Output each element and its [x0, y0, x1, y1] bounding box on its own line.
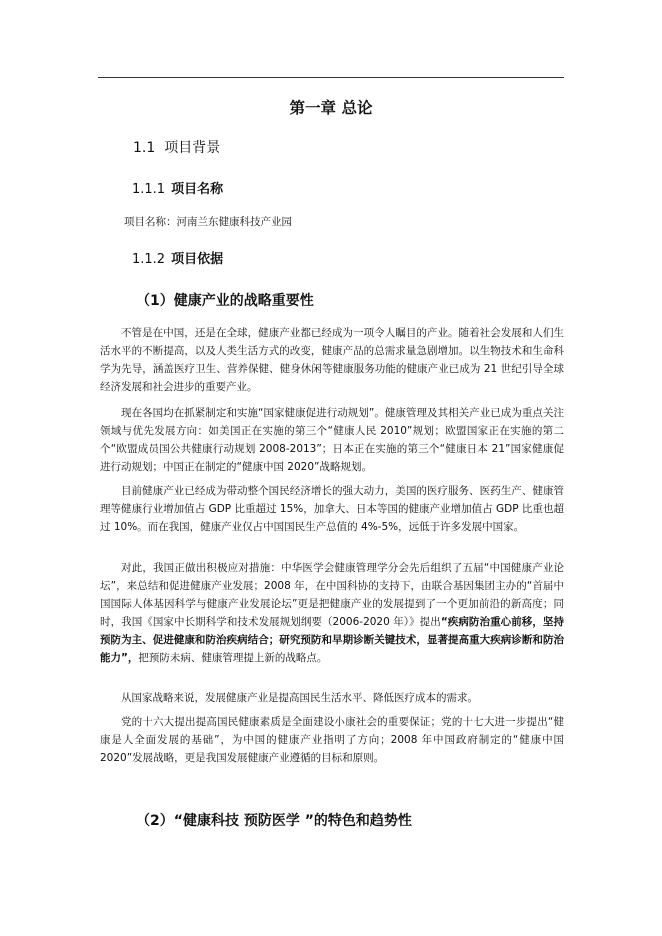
paragraph-1: 不管是在中国，还是在全球，健康产业都已经成为一项令人瞩目的产业。随着社会发展和人们生活水平的不断提高，以及人类生活方式的改变，健康产品的总需求量急剧增加。以生物技术和生命科学为先导，涵盖医疗卫生、营养保健、健身休闲等健康服务功能的健康产业已成为 21 世纪引导全球经济发展和社会进步的重要产业。: [100, 327, 564, 394]
project-name-line: 项目名称：河南兰东健康科技产业园: [124, 216, 292, 228]
subsection-title: 项目名称: [171, 182, 224, 197]
paragraph-6: 党的十六大提出提高国民健康素质是全面建设小康社会的重要保证；党的十七大进一步提出“健康是人全面发展的基础”，为中国的健康产业指明了方向；2008 年中国政府制定的“健康中国 2020”发展战略，更是我国发展健康产业遵循的目标和原则。: [100, 716, 564, 765]
paragraph-4-text: 对此，我国正做出积极应对措施：中华医学会健康管理学分会先后组织了五届“中国健康产业论坛”，来总结和促进健康产业发展；2008 年，在中国科协的支持下，由联合基因集团主办的“首届中国国际人体基因科学与健康产业发展论坛”更是把健康产业的发展提到了一个更加前沿的新高度；同时，我国《国家中长期科学和技术发展规划纲要（2006-2020 年）》提出: [100, 562, 564, 629]
paragraph-2: 现在各国均在抓紧制定和实施“国家健康促进行动规划”。健康管理及其相关产业已成为重点关注领域与优先发展方向：如美国正在实施的第三个“健康人民 2010”规划；欧盟国家正在实施的第二个“欧盟成员国公共健康行动规划 2008-2013”；日本正在实施的第三个“健康日本 21”国家健康促进行动规划；中国正在制定的“健康中国 2020”战略规划。: [100, 407, 564, 474]
chapter-title: 第一章 总论: [289, 99, 373, 117]
paragraph-4-emphasis: “疾病防治重心前移，坚持预防为主、促进健康和防治疾病结合；研究预防和早期诊断关键技术，显著提高重大疾病诊断和防治能力”，: [100, 616, 564, 665]
subsection-number: 1.1.1: [132, 182, 166, 197]
paragraph-4: [100, 559, 564, 668]
section-heading: [133, 137, 220, 157]
section-number: 1.1: [133, 140, 156, 156]
subsection-heading-name: [132, 178, 223, 197]
subsection-title: 项目依据: [171, 252, 224, 267]
heading-health-tech-preventive: （2）“健康科技 预防医学 ”的特色和趋势性: [136, 813, 412, 829]
heading-strategic-importance: （1）健康产业的战略重要性: [136, 293, 314, 309]
paragraph-4-tail: 把预防未病、健康管理提上新的战略点。: [138, 652, 328, 665]
paragraph-5: 从国家战略来说，发展健康产业是提高国民生活水平、降低医疗成本的需求。: [121, 692, 478, 704]
paragraph-3: 目前健康产业已经成为带动整个国民经济增长的强大动力，美国的医疗服务、医药生产、健康管理等健康行业增加值占 GDP 比重超过 15%，加拿大、日本等国的健康产业增加值占 GDP 比重也超过 10%。而在我国，健康产业仅占中国国民生产总值的 4%-5%，远低于许多发展中国家。: [100, 485, 564, 534]
subsection-heading-basis: [132, 248, 223, 267]
section-title: 项目背景: [164, 140, 221, 156]
subsection-number: 1.1.2: [132, 252, 166, 267]
header-rule: [98, 77, 564, 78]
